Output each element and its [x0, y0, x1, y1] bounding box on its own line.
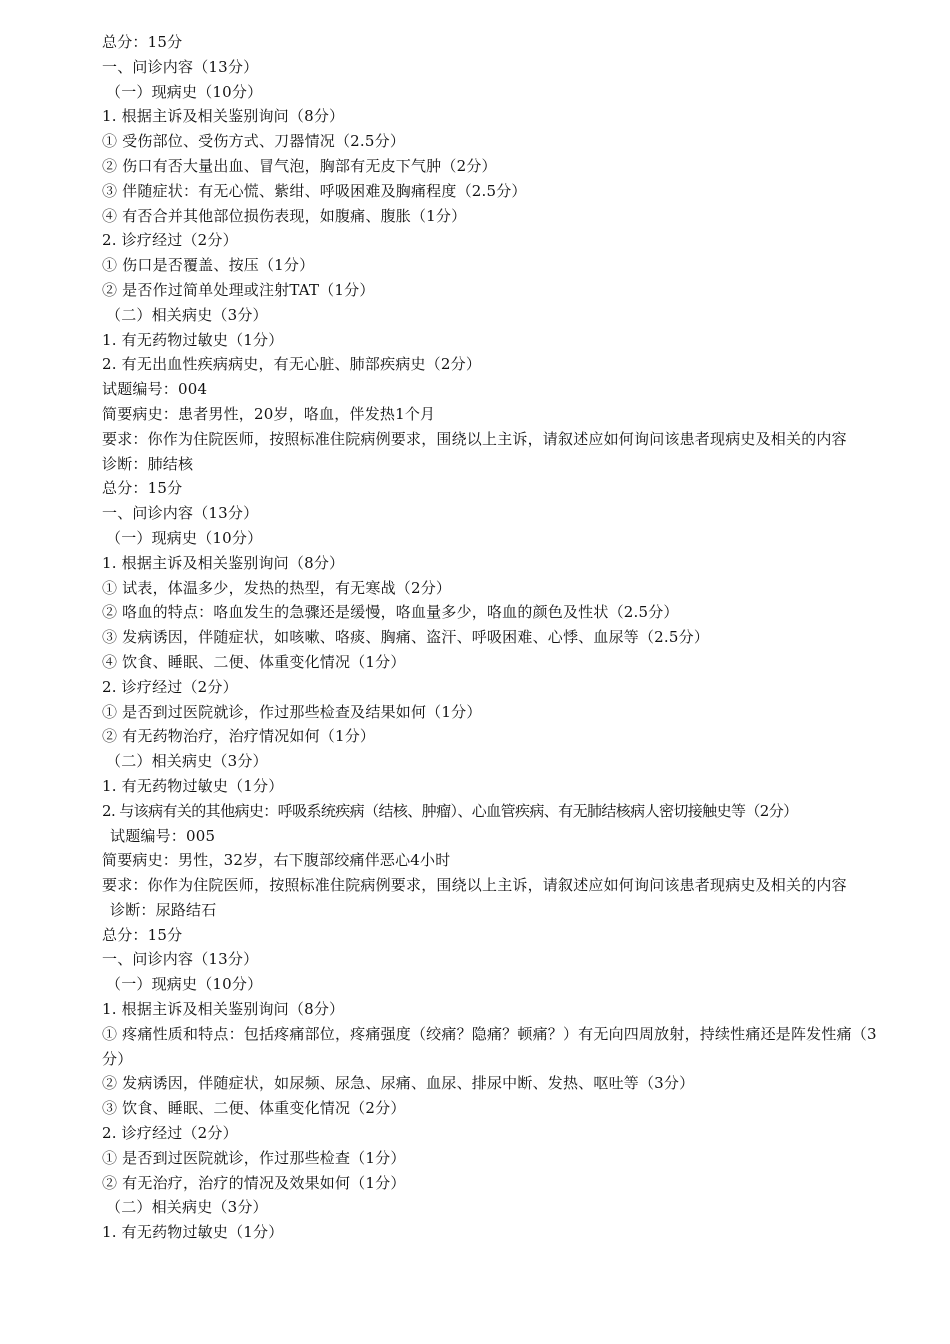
text-line: 总分：15分: [102, 479, 183, 498]
text-line: 2. 有无出血性疾病病史，有无心脏、肺部疾病史（2分）: [102, 355, 482, 374]
text-line: ① 受伤部位、受伤方式、刀器情况（2.5分）: [102, 132, 406, 151]
text-line: 一、问诊内容（13分）: [102, 504, 259, 523]
text-line: （二）相关病史（3分）: [106, 1198, 268, 1217]
text-line: ④ 有否合并其他部位损伤表现，如腹痛、腹胀（1分）: [102, 206, 467, 225]
text-line: ① 疼痛性质和特点：包括疼痛部位，疼痛强度（绞痛？隐痛？顿痛？）有无向四周放射，持续性痛还是阵发性痛（3分）: [102, 1024, 877, 1068]
text-line: （二）相关病史（3分）: [106, 305, 268, 324]
text-line: （二）相关病史（3分）: [106, 752, 268, 771]
text-line: 1. 根据主诉及相关鉴别询问（8分）: [102, 107, 345, 126]
text-line: 1. 有无药物过敏史（1分）: [102, 1223, 284, 1242]
text-line: 1. 有无药物过敏史（1分）: [102, 330, 284, 349]
text-line: ① 是否到过医院就诊，作过那些检查及结果如何（1分）: [102, 702, 482, 721]
text-line: 2. 诊疗经过（2分）: [102, 677, 238, 696]
text-line: ② 是否作过简单处理或注射TAT（1分）: [102, 280, 375, 299]
text-line: 2. 与该病有关的其他病史：呼吸系统疾病（结核、肿瘤）、心血管疾病、有无肺结核病人密切接触史等（2分）: [102, 801, 798, 820]
text-line: ③ 伴随症状：有无心慌、紫绀、呼吸困难及胸痛程度（2.5分）: [102, 181, 527, 200]
text-line: 总分：15分: [102, 925, 183, 944]
text-line: 2. 诊疗经过（2分）: [102, 1124, 238, 1143]
text-line: ① 伤口是否覆盖、按压（1分）: [102, 256, 315, 275]
text-line: （一）现病史（10分）: [106, 82, 263, 101]
text-line: （一）现病史（10分）: [106, 975, 263, 994]
text-line: 一、问诊内容（13分）: [102, 950, 259, 969]
text-line: 诊断：肺结核: [102, 454, 194, 473]
text-line: 1. 有无药物过敏史（1分）: [102, 776, 284, 795]
text-line: 简要病史：患者男性，20岁，咯血，伴发热1个月: [102, 404, 436, 423]
text-line: 一、问诊内容（13分）: [102, 57, 259, 76]
text-line: （一）现病史（10分）: [106, 528, 263, 547]
text-line: 诊断：尿路结石: [110, 900, 217, 919]
text-line: ③ 饮食、睡眠、二便、体重变化情况（2分）: [102, 1099, 406, 1118]
question-id: 试题编号：004: [102, 380, 208, 399]
text-line: ② 有无药物治疗，治疗情况如何（1分）: [102, 727, 376, 746]
text-line: ② 咯血的特点：咯血发生的急骤还是缓慢，咯血量多少，咯血的颜色及性状（2.5分）: [102, 603, 679, 622]
text-line: ② 有无治疗，治疗的情况及效果如何（1分）: [102, 1173, 406, 1192]
text-line: ① 试表，体温多少，发热的热型，有无寒战（2分）: [102, 578, 452, 597]
text-line: 总分：15分: [102, 33, 183, 51]
text-line: 2. 诊疗经过（2分）: [102, 231, 238, 250]
question-id: 试题编号：005: [110, 826, 216, 845]
text-line: ② 发病诱因，伴随症状，如尿频、尿急、尿痛、血尿、排尿中断、发热、呕吐等（3分）: [102, 1074, 695, 1093]
text-line: ③ 发病诱因，伴随症状，如咳嗽、咯痰、胸痛、盗汗、呼吸困难、心悸、血尿等（2.5分）: [102, 628, 710, 647]
text-line: 1. 根据主诉及相关鉴别询问（8分）: [102, 553, 345, 572]
text-line: 1. 根据主诉及相关鉴别询问（8分）: [102, 1000, 345, 1019]
text-line: ① 是否到过医院就诊，作过那些检查（1分）: [102, 1148, 406, 1167]
text-line: ④ 饮食、睡眠、二便、体重变化情况（1分）: [102, 652, 406, 671]
document-page: [0, 30, 950, 1245]
text-line: 要求：你作为住院医师，按照标准住院病例要求，围绕以上主诉，请叙述应如何询问该患者现病史及相关的内容: [102, 876, 847, 895]
text-line: 要求：你作为住院医师，按照标准住院病例要求，围绕以上主诉，请叙述应如何询问该患者现病史及相关的内容: [102, 429, 847, 448]
text-line: ② 伤口有否大量出血、冒气泡，胸部有无皮下气肿（2分）: [102, 156, 497, 175]
text-line: 简要病史：男性，32岁，右下腹部绞痛伴恶心4小时: [102, 851, 451, 870]
